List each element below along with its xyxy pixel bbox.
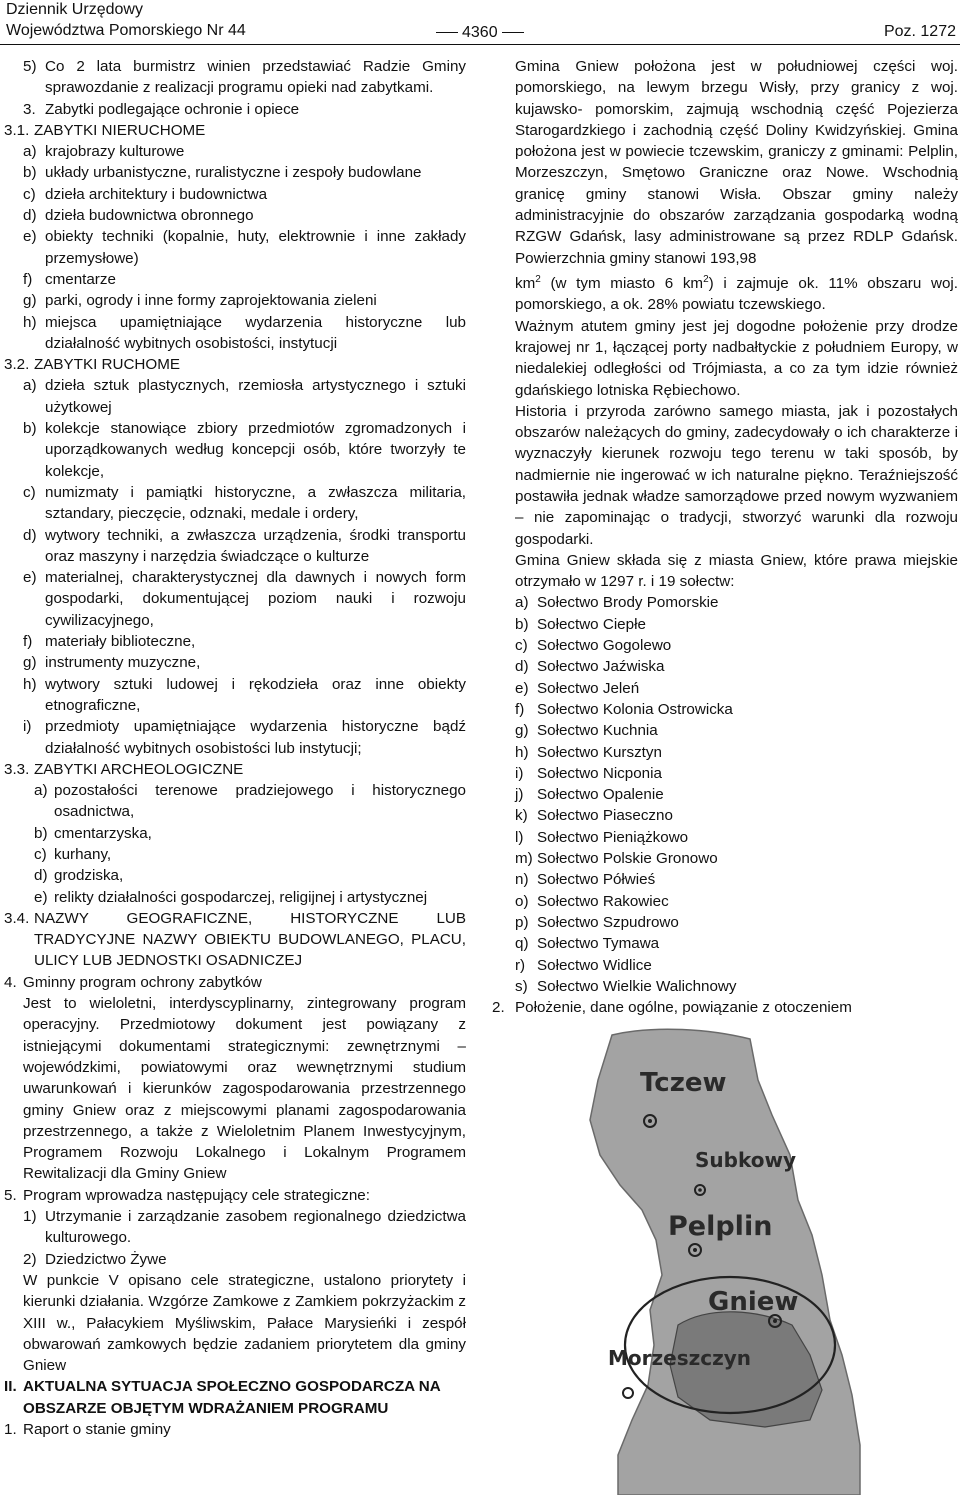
list-label: g) bbox=[23, 292, 37, 310]
list-label: d) bbox=[23, 207, 37, 225]
list-label: c) bbox=[23, 185, 36, 203]
list-item bbox=[4, 780, 466, 823]
list-label: l) bbox=[515, 828, 524, 846]
list-item bbox=[4, 375, 466, 418]
list-label: c) bbox=[515, 637, 528, 655]
list-item bbox=[492, 720, 958, 741]
list-item bbox=[492, 784, 958, 805]
gmina-location-map bbox=[560, 1025, 870, 1495]
list-text: Sołectwo Kolonia Ostrowicka bbox=[537, 700, 733, 718]
list-text: cmentarzyska, bbox=[54, 824, 152, 842]
list-item bbox=[492, 976, 958, 997]
list-item bbox=[4, 162, 466, 183]
list-label: i) bbox=[515, 764, 524, 782]
list-text: Sołectwo Widlice bbox=[537, 956, 652, 974]
list-item bbox=[492, 678, 958, 699]
list-item bbox=[4, 844, 466, 865]
list-text: Sołectwo Polskie Gronowo bbox=[537, 850, 718, 868]
list-item bbox=[492, 805, 958, 826]
list-label: 1) bbox=[23, 1208, 37, 1226]
list-text: Sołectwo Wielkie Walichnowy bbox=[537, 977, 737, 995]
list-item bbox=[492, 827, 958, 848]
list-label: 2) bbox=[23, 1250, 37, 1268]
list-label: r) bbox=[515, 956, 526, 974]
list-text: wytwory techniki, a zwłaszcza urządzenia, środki transportu oraz maszyny i narzędzia świadczące o kulturze bbox=[45, 526, 466, 565]
list-item bbox=[4, 141, 466, 162]
list-text: instrumenty muzyczne, bbox=[45, 654, 201, 672]
map-svg bbox=[560, 1025, 870, 1495]
list-item bbox=[4, 1206, 466, 1249]
map-label-pelplin: Pelplin bbox=[668, 1211, 773, 1242]
list-text: relikty działalności gospodarczej, religijnej i artystycznej bbox=[54, 888, 428, 906]
list-item bbox=[4, 205, 466, 226]
point-3: 3. Zabytki podlegające ochronie i opiece bbox=[23, 100, 300, 118]
list-text: Sołectwo Brody Pomorskie bbox=[537, 594, 719, 612]
list-item bbox=[4, 567, 466, 631]
list-text: dzieła architektury i budownictwa bbox=[45, 185, 268, 203]
list-text: kolekcje stanowiące zbiory przedmiotów zgromadzonych i uporządkowanych według koncepcji osób, które tworzyły te kolekcje, bbox=[45, 420, 466, 480]
list-item bbox=[4, 716, 466, 759]
section-3-3-heading: 3.3. ZABYTKI ARCHEOLOGICZNE bbox=[4, 760, 244, 778]
list-item bbox=[4, 1249, 466, 1270]
left-column bbox=[4, 56, 466, 1440]
list-text: cmentarze bbox=[45, 270, 116, 288]
list-text: Sołectwo Piaseczno bbox=[537, 807, 673, 825]
list-label: h) bbox=[515, 743, 529, 761]
list-label: o) bbox=[515, 892, 529, 910]
list-item bbox=[4, 652, 466, 673]
list-text: dzieła sztuk plastycznych, rzemiosła artystycznego i sztuki użytkowej bbox=[45, 377, 466, 416]
strategic-goals-list bbox=[4, 1206, 466, 1270]
list-label: p) bbox=[515, 913, 529, 931]
list-label: b) bbox=[23, 420, 37, 438]
list-item bbox=[4, 631, 466, 652]
list-text: numizmaty i pamiątki historyczne, a zwłaszcza militaria, sztandary, pieczęcie, odznaki, medale i ordery, bbox=[45, 483, 466, 523]
list-item bbox=[4, 418, 466, 482]
list-item bbox=[492, 933, 958, 954]
list-text: Sołectwo Nicponia bbox=[537, 764, 662, 782]
list-text: materialnej, charakterystycznej dla dawnych i nowych form gospodarki, dokumentującej poziom nauki i rozwoju cywilizacyjnego, bbox=[45, 569, 466, 629]
list-label: b) bbox=[23, 164, 37, 182]
list-label: a) bbox=[515, 594, 529, 612]
list-item bbox=[4, 290, 466, 311]
list-item bbox=[4, 269, 466, 290]
list-label: a) bbox=[23, 143, 37, 161]
list-item bbox=[4, 823, 466, 844]
list-text: Sołectwo Tymawa bbox=[537, 935, 660, 953]
point-5: 5) Co 2 lata burmistrz winien przedstawiać Radzie Gminy sprawozdanie z realizacji programu opieki nad zabytkami. bbox=[23, 58, 466, 97]
list-label: k) bbox=[515, 807, 528, 825]
point-4-heading: 4. Gminny program ochrony zabytków bbox=[4, 973, 262, 991]
list-item bbox=[492, 912, 958, 933]
section-3-1-list bbox=[4, 141, 466, 354]
list-item bbox=[492, 699, 958, 720]
history-paragraph: Historia i przyroda zarówno samego miasta, jak i pozostałych obszarów należących do gminy, zadecydowały o ich charakterze i wyznaczyły kierunek rozwoju tego terenu w taki sposób, by nadmiernie nie ingerować w ich naturalne piękno. Teraźniejszość postawiła jednak władze samorządowe przed nowym wyzwaniem – nie zapominając o tradycji, stworzyć warunki dla rozwoju gospodarki. bbox=[515, 402, 958, 548]
map-label-subkowy: Subkowy bbox=[695, 1148, 796, 1172]
list-item bbox=[492, 635, 958, 656]
position-number: Poz. 1272 bbox=[883, 23, 956, 40]
section-3-3-list bbox=[4, 780, 466, 908]
list-text: Sołectwo Gogolewo bbox=[537, 637, 672, 655]
list-text: Dziedzictwo Żywe bbox=[45, 1250, 167, 1268]
header-rule bbox=[0, 44, 960, 45]
list-text: Sołectwo Szpudrowo bbox=[537, 913, 679, 931]
list-label: g) bbox=[515, 722, 529, 740]
list-item bbox=[4, 312, 466, 355]
list-item bbox=[492, 955, 958, 976]
list-text: Sołectwo Półwieś bbox=[537, 871, 656, 889]
point-1-heading: 1. Raport o stanie gminy bbox=[4, 1421, 171, 1438]
list-label: f) bbox=[23, 270, 33, 288]
list-label: d) bbox=[34, 867, 48, 885]
list-label: s) bbox=[515, 977, 528, 995]
list-label: d) bbox=[515, 658, 529, 676]
list-label: f) bbox=[515, 700, 525, 718]
list-label: a) bbox=[23, 377, 37, 395]
list-text: układy urbanistyczne, ruralistyczne i zespoły budowlane bbox=[45, 164, 422, 182]
list-item bbox=[492, 763, 958, 784]
solectwa-list bbox=[492, 592, 958, 997]
list-item bbox=[492, 592, 958, 613]
section-3-2-heading: 3.2. ZABYTKI RUCHOME bbox=[4, 356, 180, 374]
journal-title: Dziennik Urzędowy bbox=[6, 1, 143, 18]
list-label: b) bbox=[515, 615, 529, 633]
list-label: n) bbox=[515, 871, 529, 889]
list-item bbox=[4, 184, 466, 205]
list-label: e) bbox=[34, 888, 48, 906]
location-paragraph: Gmina Gniew położona jest w południowej części woj. pomorskiego, na lewym brzegu Wisły, przy granicy z woj. kujawsko- pomorskim, zajmują wschodnią część Pojezierza Starogardzkiego i zachodnią część Doliny Kwidzyńskiej. Gmina położona jest w powiecie tczewskim, graniczy z gminami: Pelplin, Morzeszczyn, Smętowo Graniczne oraz Nowe. Wschodnią granicę gminy stanowi Wisła. Obszar gminy należy administracyjnie do obszarów zarządzania gospodarką wodną RZGW Gdańsk, lasy administrowane są przez RDLP Gdańsk. Powierzchnia gminy stanowi 193,98 $km^2$ (w tym miasto 6 $km^2$) i zajmuje ok. 11% obszaru woj. pomorskiego, a ok. 28% powiatu tczewskiego. bbox=[515, 58, 958, 314]
list-label: e) bbox=[23, 569, 37, 587]
list-text: miejsca upamiętniające wydarzenia historyczne lub działalność wybitnych osobistości, instytucji bbox=[45, 313, 466, 352]
list-text: wytwory sztuki ludowej i rękodzieła oraz inne obiekty etnograficzne, bbox=[45, 675, 466, 714]
list-item bbox=[4, 525, 466, 568]
list-label: e) bbox=[23, 228, 37, 246]
list-label: j) bbox=[515, 786, 524, 804]
list-text: materiały biblioteczne, bbox=[45, 633, 196, 651]
list-label: h) bbox=[23, 675, 37, 693]
list-label: c) bbox=[23, 483, 36, 501]
list-label: b) bbox=[34, 824, 48, 842]
list-text: dzieła budownictwa obronnego bbox=[45, 207, 254, 225]
list-text: obiekty techniki (kopalnie, huty, elektrownie i inne zakłady przemysłowe) bbox=[45, 228, 466, 267]
list-text: Sołectwo Opalenie bbox=[537, 786, 664, 804]
page-header bbox=[0, 0, 960, 48]
composition-paragraph: Gmina Gniew składa się z miasta Gniew, które prawa miejskie otrzymało w 1297 r. i 19 sołectw: bbox=[515, 551, 958, 591]
morzeszczyn-marker bbox=[623, 1388, 633, 1398]
list-text: krajobrazy kulturowe bbox=[45, 143, 185, 161]
list-text: pozostałości terenowe pradziejowego i historycznego osadnictwa, bbox=[54, 782, 466, 821]
list-item bbox=[492, 869, 958, 890]
section-3-2-list bbox=[4, 375, 466, 758]
list-label: a) bbox=[34, 782, 48, 800]
list-text: Sołectwo Jaźwiska bbox=[537, 658, 665, 676]
list-text: kurhany, bbox=[54, 845, 112, 863]
list-label: q) bbox=[515, 935, 529, 953]
list-item bbox=[492, 742, 958, 763]
list-label: m) bbox=[515, 850, 533, 868]
list-text: Sołectwo Ciepłe bbox=[537, 615, 646, 633]
county-shape bbox=[590, 1029, 860, 1495]
chapter-II-heading: II. AKTUALNA SYTUACJA SPOŁECZNO GOSPODARCZA NA OBSZARZE OBJĘTYM WDRAŻANIEM PROGRAMU bbox=[4, 1378, 441, 1417]
list-item bbox=[4, 226, 466, 269]
map-label-gniew: Gniew bbox=[708, 1287, 799, 1317]
list-item bbox=[492, 848, 958, 869]
list-item bbox=[4, 865, 466, 886]
point-5b-body: W punkcie V opisano cele strategiczne, ustalono priorytety i kierunki działania. Wzgórze Zamkowe z Zamkiem pokrzyżackim z XIII w., Pałacykiem Myśliwskim, Pałace Marysieńki i zespół obwarowań zamkowych będzie zadaniem priorytetem dla gminy Gniew bbox=[23, 1271, 466, 1375]
list-label: i) bbox=[23, 718, 32, 736]
section-3-1-heading: 3.1. ZABYTKI NIERUCHOME bbox=[4, 121, 206, 139]
list-label: c) bbox=[34, 845, 47, 863]
list-text: przedmioty upamiętniające wydarzenia historyczne bądź działalność wybitnych osobistości lub instytucji; bbox=[45, 718, 466, 757]
list-label: e) bbox=[515, 679, 529, 697]
list-text: parki, ogrody i inne formy zaprojektowania zieleni bbox=[45, 292, 377, 310]
list-item bbox=[4, 482, 466, 525]
map-label-tczew: Tczew bbox=[640, 1068, 727, 1098]
list-text: Sołectwo Kursztyn bbox=[537, 743, 662, 761]
list-label: d) bbox=[23, 526, 37, 544]
list-label: g) bbox=[23, 654, 37, 672]
point-5b-heading: 5. Program wprowadza następujący cele strategiczne: bbox=[4, 1186, 370, 1204]
right-column bbox=[492, 56, 958, 1018]
list-text: Sołectwo Jeleń bbox=[537, 679, 640, 697]
list-text: Sołectwo Pieniążkowo bbox=[537, 828, 689, 846]
point-2-heading: 2. Położenie, dane ogólne, powiązanie z otoczeniem bbox=[492, 999, 852, 1017]
section-3-4-heading: 3.4. NAZWY GEOGRAFICZNE, HISTORYCZNE LUB TRADYCYJNE NAZWY OBIEKTU BUDOWLANEGO, PLACU, ULICY LUB JEDNOSTKI OSADNICZEJ bbox=[4, 909, 466, 970]
list-item bbox=[492, 891, 958, 912]
list-text: Sołectwo Kuchnia bbox=[537, 722, 658, 740]
list-text: grodziska, bbox=[54, 867, 124, 885]
list-text: Utrzymanie i zarządzanie zasobem regionalnego dziedzictwa kulturowego. bbox=[45, 1208, 466, 1247]
list-item bbox=[4, 887, 466, 908]
transport-paragraph: Ważnym atutem gminy jest jej dogodne położenie przy drodze krajowej nr 1, łączącej porty nadbałtyckie z południem Europy, w niedalekiej odległości od Trójmiasta, a co za tym idzie również gdańskiego lotniska Rębiechowo. bbox=[515, 317, 958, 399]
voivodeship-issue: Województwa Pomorskiego Nr 44 bbox=[6, 22, 246, 39]
map-label-morzeszczyn: Morzeszczyn bbox=[608, 1346, 752, 1370]
list-item bbox=[492, 656, 958, 677]
list-label: f) bbox=[23, 633, 33, 651]
list-item bbox=[492, 614, 958, 635]
list-text: Sołectwo Rakowiec bbox=[537, 892, 669, 910]
list-label: h) bbox=[23, 313, 37, 331]
page-number: 4360 bbox=[432, 24, 528, 42]
point-4-body: Jest to wieloletni, interdyscyplinarny, zintegrowany program operacyjny. Przedmiotowy dokument jest powiązany z istniejącymi dokumentami strategicznymi: zewnętrznymi – wojewódzkimi, powiatowymi oraz wewnętrznymi studium uwarunkowań i kierunków zagospodarowania przestrzennego gminy Gniew oraz z miejscowymi planami zagospodarowania przestrzennego, a także z Wieloletnim Planem Inwestycyjnym, Programem Rozwoju Lokalnego i Lokalnym Programem Rewitalizacji dla Gminy Gniew bbox=[23, 995, 466, 1183]
list-item bbox=[4, 674, 466, 717]
